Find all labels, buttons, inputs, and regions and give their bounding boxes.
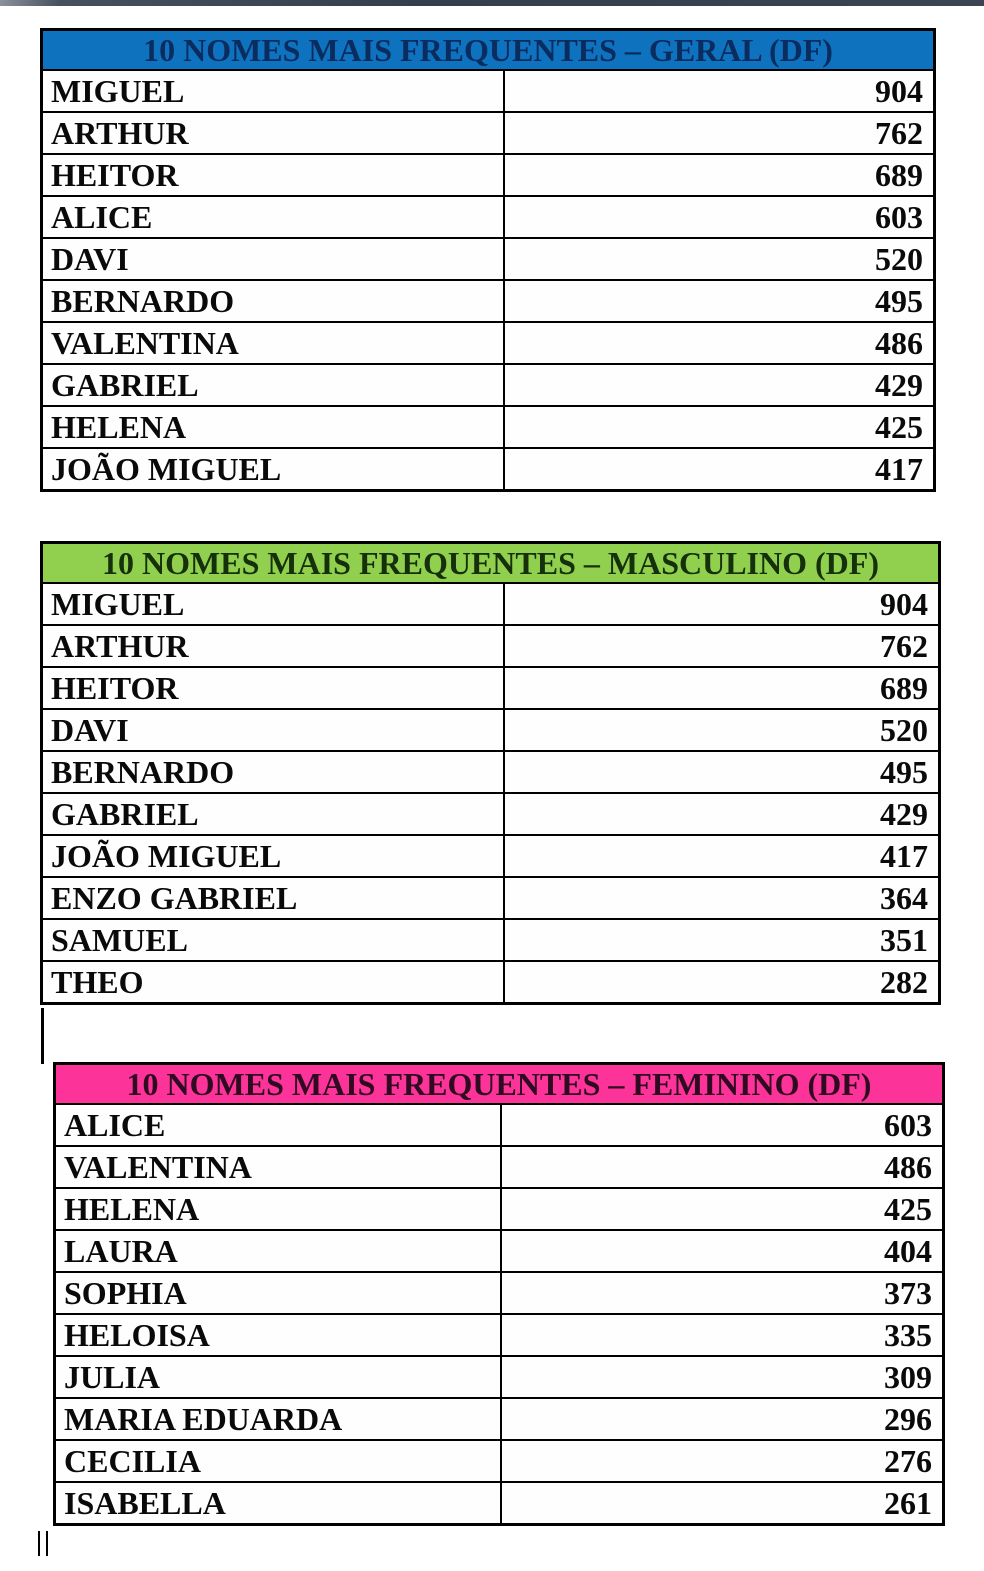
count-cell: 689 bbox=[880, 669, 928, 706]
name-cell: BERNARDO bbox=[43, 281, 505, 321]
count-cell: 425 bbox=[884, 1190, 932, 1227]
table-title-geral: 10 NOMES MAIS FREQUENTES – GERAL (DF) bbox=[43, 31, 933, 71]
count-cell: 373 bbox=[884, 1274, 932, 1311]
table-body-masculino bbox=[43, 584, 938, 1002]
name-cell: JOÃO MIGUEL bbox=[43, 836, 505, 876]
count-cell: 495 bbox=[875, 282, 923, 319]
name-cell: ALICE bbox=[43, 197, 505, 237]
table-row bbox=[43, 407, 933, 449]
count-cell: 520 bbox=[880, 711, 928, 748]
count-cell: 429 bbox=[875, 366, 923, 403]
table-row bbox=[43, 836, 938, 878]
table-row bbox=[56, 1441, 942, 1483]
count-cell: 429 bbox=[880, 795, 928, 832]
count-cell: 520 bbox=[875, 240, 923, 277]
table-masculino bbox=[40, 541, 941, 1005]
count-cell: 417 bbox=[880, 837, 928, 874]
table-row bbox=[56, 1147, 942, 1189]
table-row bbox=[43, 920, 938, 962]
table-row bbox=[56, 1399, 942, 1441]
count-cell: 762 bbox=[875, 114, 923, 151]
name-cell: HELOISA bbox=[56, 1315, 502, 1355]
table-row bbox=[43, 197, 933, 239]
name-cell: DAVI bbox=[43, 239, 505, 279]
name-cell: VALENTINA bbox=[56, 1147, 502, 1187]
table-row bbox=[56, 1105, 942, 1147]
table-row bbox=[43, 155, 933, 197]
table-title-feminino: 10 NOMES MAIS FREQUENTES – FEMININO (DF) bbox=[56, 1065, 942, 1105]
table-row bbox=[43, 794, 938, 836]
table-row bbox=[43, 71, 933, 113]
table-row bbox=[43, 668, 938, 710]
table-row bbox=[43, 323, 933, 365]
count-cell: 276 bbox=[884, 1442, 932, 1479]
table-row bbox=[43, 449, 933, 489]
name-cell: ARTHUR bbox=[43, 626, 505, 666]
name-cell: LAURA bbox=[56, 1231, 502, 1271]
name-cell: HELENA bbox=[56, 1189, 502, 1229]
grid-border-continuation bbox=[46, 1531, 48, 1556]
name-cell: ALICE bbox=[56, 1105, 502, 1145]
table-row bbox=[43, 584, 938, 626]
table-row bbox=[56, 1231, 942, 1273]
count-cell: 425 bbox=[875, 408, 923, 445]
grid-border-continuation bbox=[41, 1008, 44, 1064]
table-row bbox=[43, 962, 938, 1002]
count-cell: 282 bbox=[880, 963, 928, 1000]
table-row bbox=[43, 626, 938, 668]
table-row bbox=[43, 365, 933, 407]
count-cell: 351 bbox=[880, 921, 928, 958]
table-body-feminino bbox=[56, 1105, 942, 1523]
count-cell: 404 bbox=[884, 1232, 932, 1269]
name-cell: MIGUEL bbox=[43, 584, 505, 624]
count-cell: 603 bbox=[884, 1106, 932, 1143]
name-cell: BERNARDO bbox=[43, 752, 505, 792]
table-row bbox=[56, 1357, 942, 1399]
name-cell: MIGUEL bbox=[43, 71, 505, 111]
name-cell: GABRIEL bbox=[43, 365, 505, 405]
name-cell: MARIA EDUARDA bbox=[56, 1399, 502, 1439]
table-body-geral bbox=[43, 71, 933, 489]
name-cell: ARTHUR bbox=[43, 113, 505, 153]
name-cell: DAVI bbox=[43, 710, 505, 750]
grid-border-continuation bbox=[38, 1531, 40, 1556]
table-row bbox=[43, 710, 938, 752]
name-cell: ISABELLA bbox=[56, 1483, 502, 1523]
count-cell: 904 bbox=[880, 585, 928, 622]
name-cell: SAMUEL bbox=[43, 920, 505, 960]
name-cell: HEITOR bbox=[43, 668, 505, 708]
name-cell: JULIA bbox=[56, 1357, 502, 1397]
count-cell: 417 bbox=[875, 450, 923, 487]
name-cell: THEO bbox=[43, 962, 505, 1002]
count-cell: 364 bbox=[880, 879, 928, 916]
name-cell: SOPHIA bbox=[56, 1273, 502, 1313]
count-cell: 335 bbox=[884, 1316, 932, 1353]
table-row bbox=[43, 752, 938, 794]
count-cell: 689 bbox=[875, 156, 923, 193]
name-cell: JOÃO MIGUEL bbox=[43, 449, 505, 489]
table-row bbox=[43, 113, 933, 155]
count-cell: 495 bbox=[880, 753, 928, 790]
name-cell: HELENA bbox=[43, 407, 505, 447]
table-row bbox=[56, 1315, 942, 1357]
table-row bbox=[43, 239, 933, 281]
count-cell: 904 bbox=[875, 72, 923, 109]
count-cell: 762 bbox=[880, 627, 928, 664]
count-cell: 309 bbox=[884, 1358, 932, 1395]
table-title-masculino: 10 NOMES MAIS FREQUENTES – MASCULINO (DF) bbox=[43, 544, 938, 584]
name-cell: VALENTINA bbox=[43, 323, 505, 363]
count-cell: 486 bbox=[884, 1148, 932, 1185]
table-row bbox=[56, 1273, 942, 1315]
name-cell: GABRIEL bbox=[43, 794, 505, 834]
table-row bbox=[56, 1189, 942, 1231]
table-row bbox=[56, 1483, 942, 1523]
name-cell: CECILIA bbox=[56, 1441, 502, 1481]
table-geral bbox=[40, 28, 936, 492]
count-cell: 603 bbox=[875, 198, 923, 235]
count-cell: 486 bbox=[875, 324, 923, 361]
name-cell: ENZO GABRIEL bbox=[43, 878, 505, 918]
table-row bbox=[43, 281, 933, 323]
count-cell: 261 bbox=[884, 1484, 932, 1521]
table-feminino bbox=[53, 1062, 945, 1526]
table-row bbox=[43, 878, 938, 920]
name-cell: HEITOR bbox=[43, 155, 505, 195]
cropped-content-strip bbox=[0, 0, 984, 6]
count-cell: 296 bbox=[884, 1400, 932, 1437]
